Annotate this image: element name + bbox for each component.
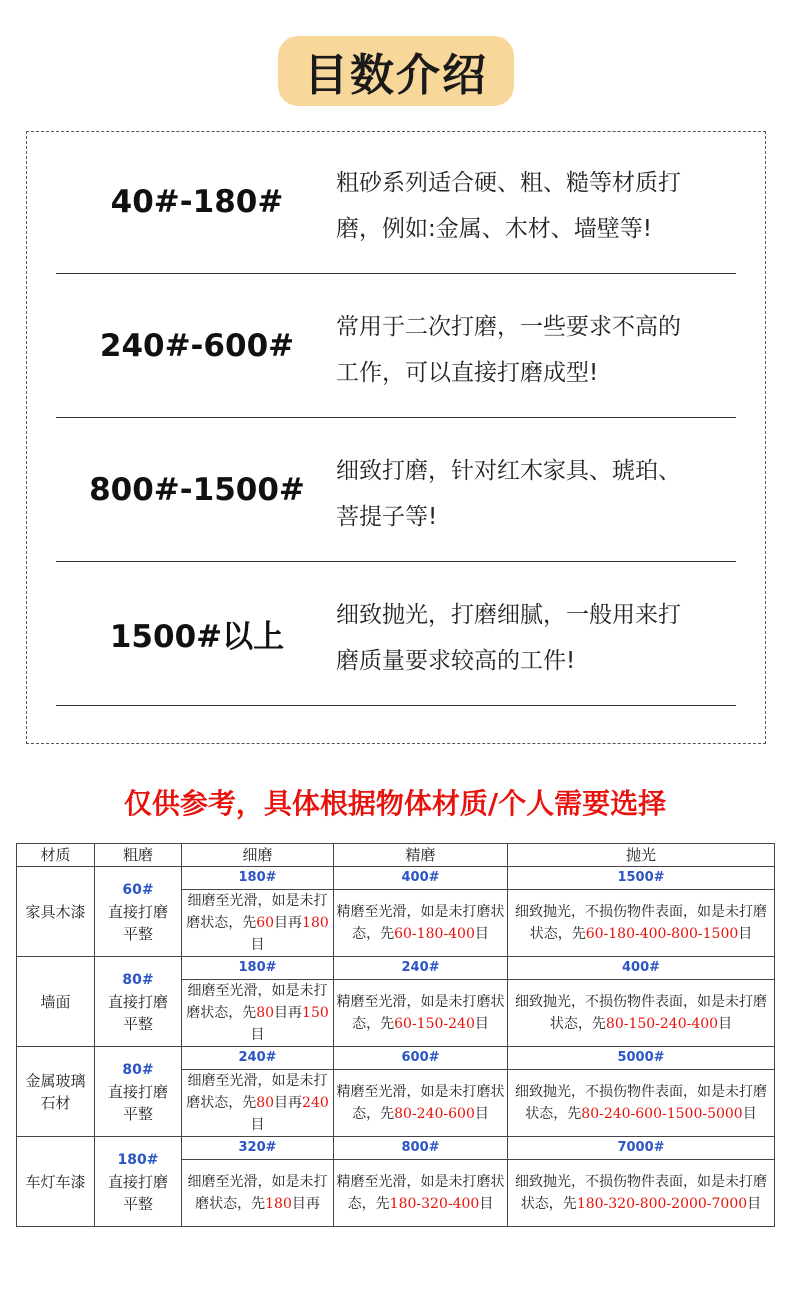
- table-row: [17, 1137, 775, 1160]
- grit-description: 粗砂系列适合硬、粗、糙等材质打 磨，例如:金属、木材、墙壁等!: [336, 170, 681, 242]
- fine-desc: 细磨至光滑，如是未打磨状态，先80目再240目: [182, 1070, 334, 1137]
- header-polish: 抛光: [508, 844, 775, 867]
- fine-grit: 180#: [182, 867, 334, 890]
- precise-desc: 精磨至光滑，如是未打磨状态，先180-320-400目: [334, 1160, 508, 1227]
- header-material: 材质: [17, 844, 95, 867]
- precise-desc: 精磨至光滑，如是未打磨状态，先60-150-240目: [334, 980, 508, 1047]
- grit-range: 40#-180#: [110, 183, 284, 220]
- grit-row: [56, 274, 736, 418]
- header-fine: 细磨: [182, 844, 334, 867]
- fine-desc: 细磨至光滑，如是未打磨状态，先80目再150目: [182, 980, 334, 1047]
- header-precise: 精磨: [334, 844, 508, 867]
- material-cell: 家具木漆: [17, 867, 95, 957]
- polish-grit: 7000#: [508, 1137, 775, 1160]
- polish-desc: 细致抛光，不损伤物件表面，如是未打磨状态，先60-180-400-800-1500目: [508, 890, 775, 957]
- polish-grit: 5000#: [508, 1047, 775, 1070]
- precise-grit: 800#: [334, 1137, 508, 1160]
- grit-reference-table: [16, 843, 775, 1227]
- coarse-cell: 60# 直接打磨 平整: [95, 867, 182, 957]
- coarse-cell: 80# 直接打磨 平整: [95, 1047, 182, 1137]
- table-row: [17, 867, 775, 890]
- grit-description: 细致打磨，针对红木家具、琥珀、 菩提子等!: [336, 458, 681, 530]
- precise-grit: 240#: [334, 957, 508, 980]
- reference-notice: 仅供参考，具体根据物体材质/个人需要选择: [123, 787, 667, 820]
- polish-desc: 细致抛光，不损伤物件表面，如是未打磨状态，先180-320-800-2000-7000目: [508, 1160, 775, 1227]
- grit-row: [56, 562, 736, 706]
- material-cell: 金属玻璃石材: [17, 1047, 95, 1137]
- fine-grit: 180#: [182, 957, 334, 980]
- grit-description: 细致抛光，打磨细腻，一般用来打 磨质量要求较高的工件!: [336, 602, 681, 674]
- material-cell: 墙面: [17, 957, 95, 1047]
- grit-range: 1500#以上: [109, 619, 285, 655]
- precise-grit: 600#: [334, 1047, 508, 1070]
- polish-desc: 细致抛光，不损伤物件表面，如是未打磨状态，先80-240-600-1500-5000目: [508, 1070, 775, 1137]
- polish-grit: 400#: [508, 957, 775, 980]
- grit-range: 240#-600#: [99, 327, 295, 364]
- fine-desc: 细磨至光滑，如是未打磨状态，先180目再: [182, 1160, 334, 1227]
- table-header-row: [17, 844, 775, 867]
- material-cell: 车灯车漆: [17, 1137, 95, 1227]
- polish-grit: 1500#: [508, 867, 775, 890]
- table-row: [17, 1047, 775, 1070]
- page-title: 目数介绍: [278, 36, 514, 106]
- coarse-cell: 80# 直接打磨 平整: [95, 957, 182, 1047]
- table-row: [17, 957, 775, 980]
- precise-grit: 400#: [334, 867, 508, 890]
- coarse-cell: 180# 直接打磨 平整: [95, 1137, 182, 1227]
- precise-desc: 精磨至光滑，如是未打磨状态，先60-180-400目: [334, 890, 508, 957]
- grit-range: 800#-1500#: [89, 471, 305, 508]
- header-coarse: 粗磨: [95, 844, 182, 867]
- grit-row: [56, 130, 736, 274]
- grit-row: [56, 418, 736, 562]
- polish-desc: 细致抛光，不损伤物件表面，如是未打磨状态，先80-150-240-400目: [508, 980, 775, 1047]
- precise-desc: 精磨至光滑，如是未打磨状态，先80-240-600目: [334, 1070, 508, 1137]
- grit-description: 常用于二次打磨，一些要求不高的 工作，可以直接打磨成型!: [336, 314, 681, 386]
- fine-desc: 细磨至光滑，如是未打磨状态，先60目再180目: [182, 890, 334, 957]
- fine-grit: 320#: [182, 1137, 334, 1160]
- fine-grit: 240#: [182, 1047, 334, 1070]
